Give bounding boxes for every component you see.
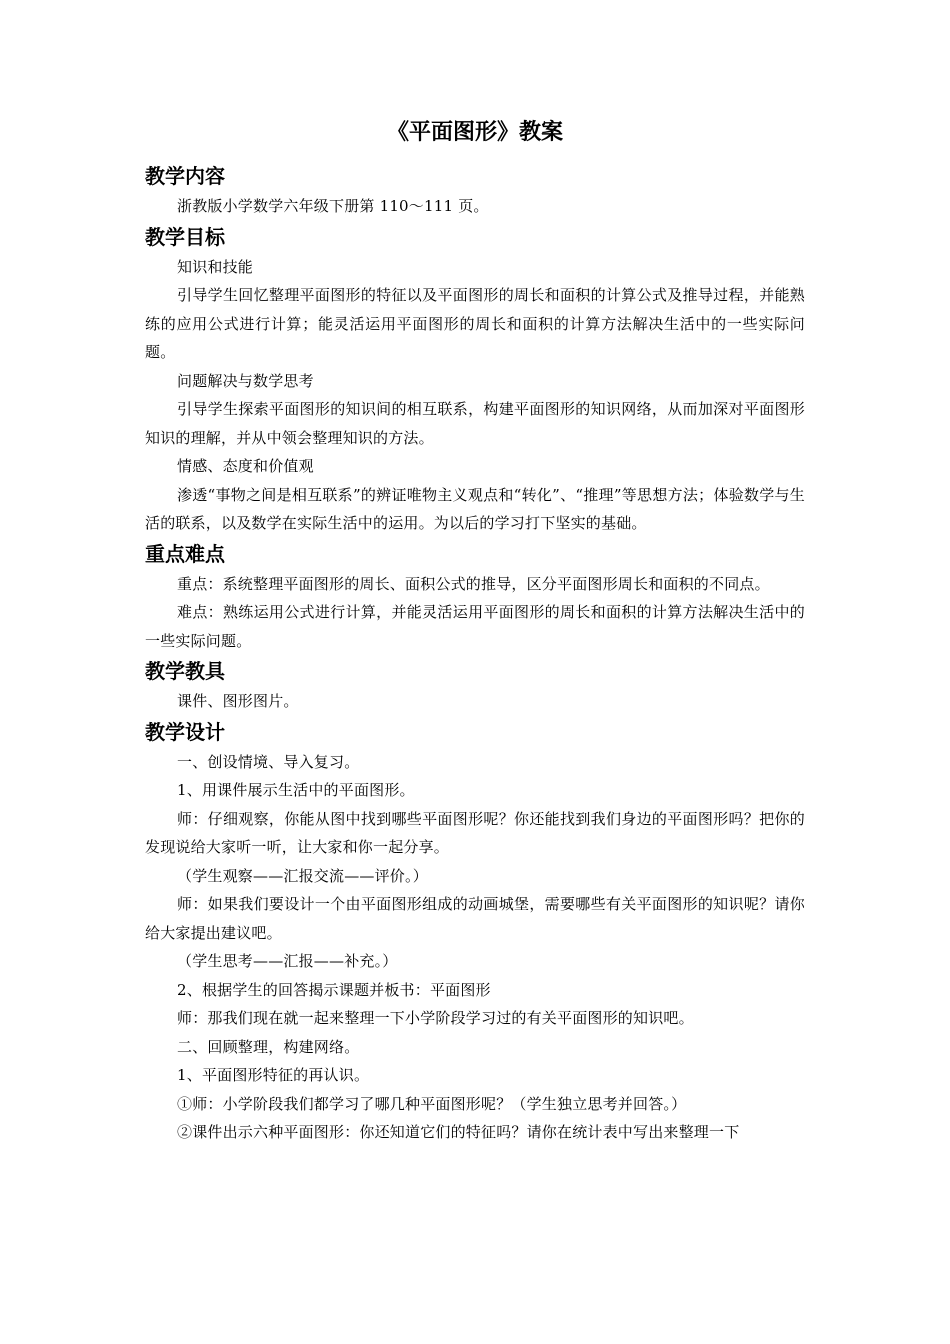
section-heading: 教学教具 — [145, 659, 225, 683]
section-key-points — [145, 538, 805, 656]
section-materials — [145, 655, 805, 716]
paragraph: 一、创设情境、导入复习。 — [177, 752, 360, 771]
paragraph: ②课件出示六种平面图形：你还知道它们的特征吗？请你在统计表中写出来整理一下 — [177, 1123, 740, 1141]
paragraph: 师：那我们现在就一起来整理一下小学阶段学习过的有关平面图形的知识吧。 — [177, 1009, 694, 1027]
paragraph: ①师：小学阶段我们都学习了哪几种平面图形呢？（学生独立思考并回答。） — [177, 1094, 687, 1113]
paragraph: 重点：系统整理平面图形的周长、面积公式的推导，区分平面图形周长和面积的不同点。 — [177, 574, 770, 593]
paragraph: 二、回顾整理，构建网络。 — [177, 1037, 360, 1056]
section-heading: 重点难点 — [145, 541, 225, 566]
section-objectives — [145, 221, 805, 538]
section-content — [145, 160, 805, 221]
paragraph: 2、根据学生的回答揭示课题并板书：平面图形 — [177, 980, 491, 999]
subheading: 情感、态度和价值观 — [177, 457, 314, 475]
document-body — [145, 118, 805, 1147]
paragraph: 1、用课件展示生活中的平面图形。 — [177, 781, 415, 799]
paragraph: 1、平面图形特征的再认识。 — [177, 1066, 370, 1084]
paragraph: （学生思考——汇报——补充。） — [177, 952, 398, 970]
subheading: 知识和技能 — [177, 257, 254, 276]
paragraph: 师：如果我们要设计一个由平面图形组成的动画城堡，需要哪些有关平面图形的知识呢？请你给大家提出建议吧。 — [145, 895, 805, 942]
section-heading: 教学设计 — [145, 719, 225, 744]
paragraph: 引导学生探索平面图形的知识间的相互联系，构建平面图形的知识网络，从而加深对平面图形知识的理解，并从中领会整理知识的方法。 — [145, 400, 805, 447]
paragraph: （学生观察——汇报交流——评价。） — [177, 866, 428, 885]
section-design — [145, 716, 805, 1147]
document-title: 《平面图形》教案 — [386, 120, 563, 145]
paragraph: 引导学生回忆整理平面图形的特征以及平面图形的周长和面积的计算公式及推导过程，并能熟练的应用公式进行计算；能灵活运用平面图形的周长和面积的计算方法解决生活中的一些实际问题。 — [145, 286, 805, 361]
section-heading: 教学目标 — [145, 224, 225, 249]
subheading: 问题解决与数学思考 — [177, 371, 314, 390]
section-heading: 教学内容 — [145, 164, 225, 188]
paragraph: 难点：熟练运用公式进行计算，并能灵活运用平面图形的周长和面积的计算方法解决生活中的一些实际问题。 — [145, 603, 805, 650]
paragraph: 课件、图形图片。 — [177, 692, 299, 710]
paragraph: 渗透“事物之间是相互联系”的辨证唯物主义观点和“转化”、“推理”等思想方法；体验数学与生活的联系，以及数学在实际生活中的运用。为以后的学习打下坚实的基础。 — [145, 485, 805, 532]
paragraph: 浙教版小学数学六年级下册第 110～111 页。 — [177, 197, 489, 215]
paragraph: 师：仔细观察，你能从图中找到哪些平面图形呢？你还能找到我们身边的平面图形吗？把你的发现说给大家听一听，让大家和你一起分享。 — [145, 809, 805, 856]
